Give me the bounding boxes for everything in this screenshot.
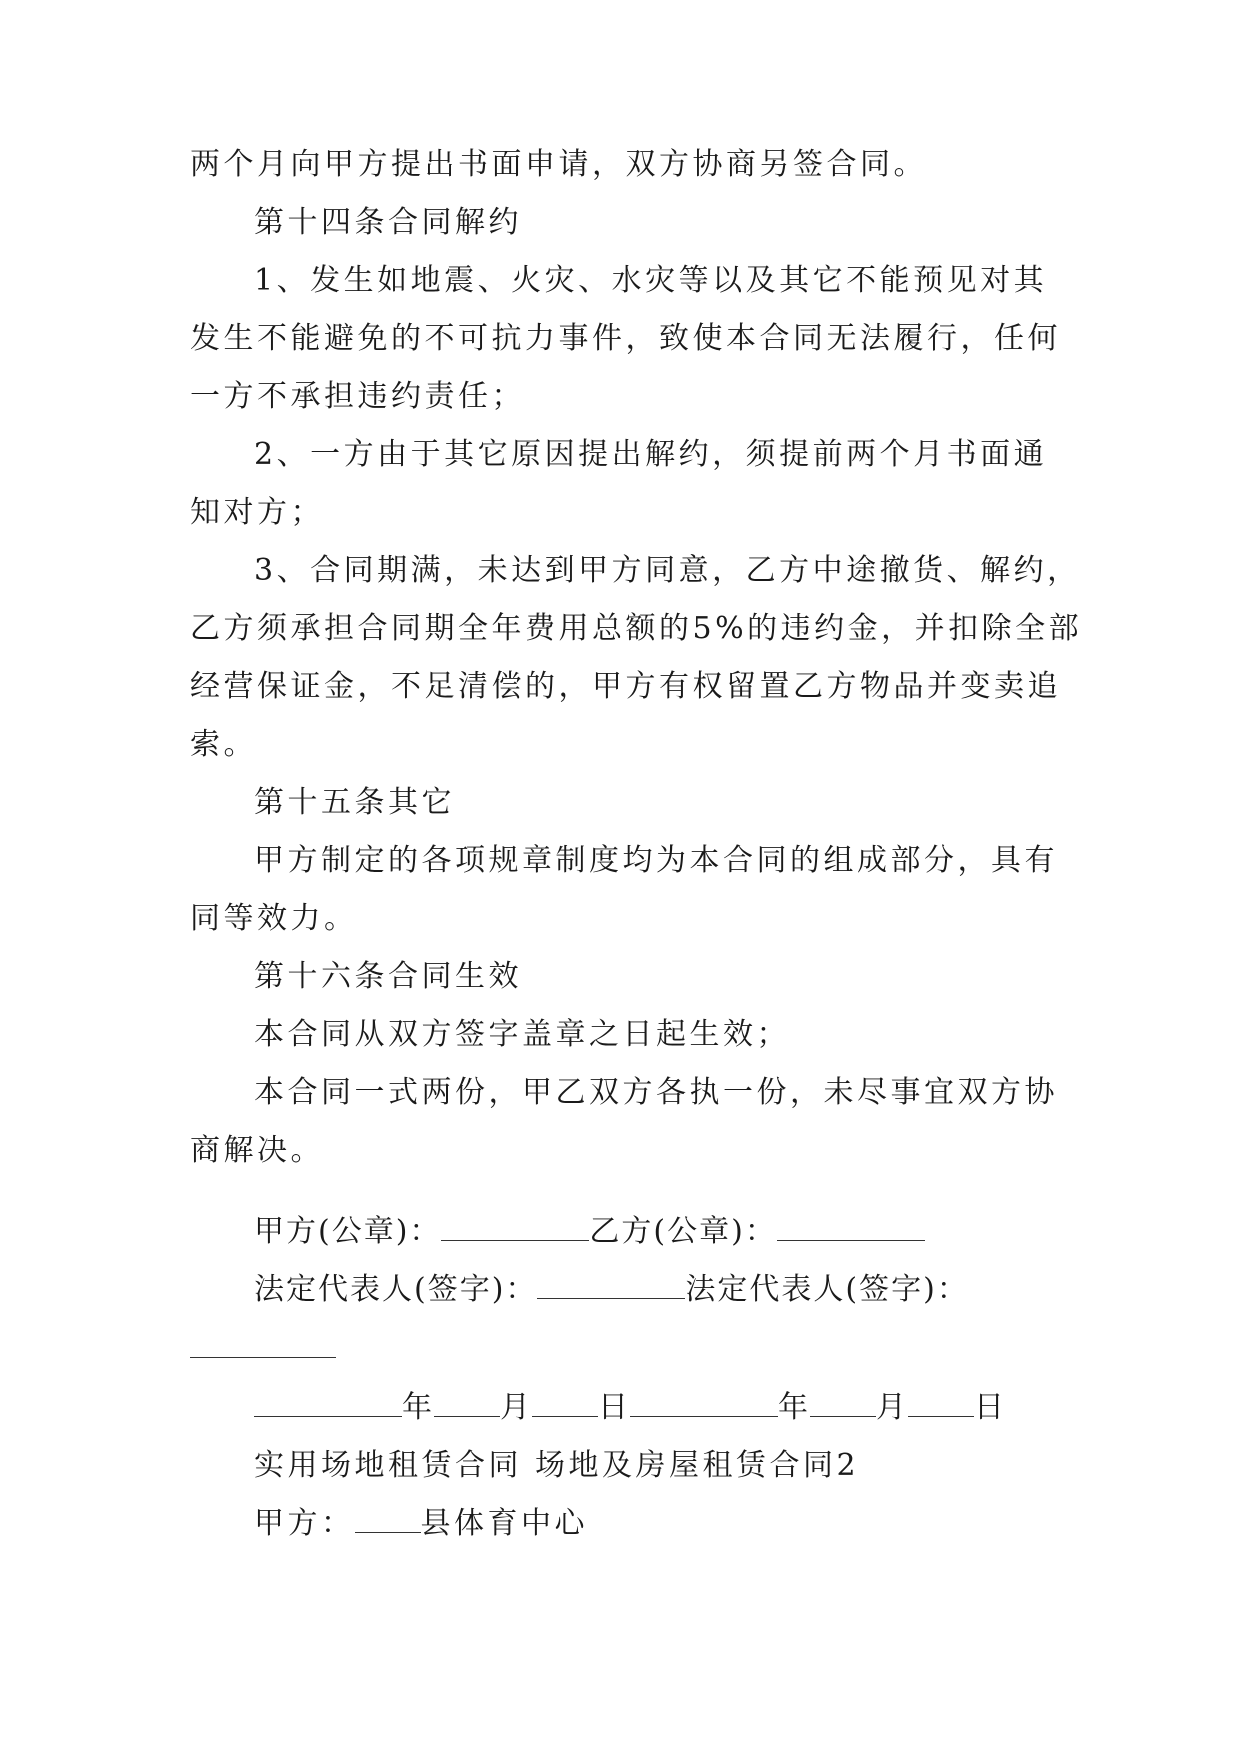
article-15-heading: 第十五条其它 <box>254 785 455 820</box>
party-b-seal-label: 乙方(公章)： <box>589 1214 777 1249</box>
legal-rep-b-blank <box>190 1357 336 1358</box>
paragraph-line: 本合同从双方签字盖章之日起生效； <box>254 1017 790 1052</box>
year-label: 年 <box>402 1390 434 1425</box>
legal-rep-line <box>254 1270 969 1310</box>
paragraph-line: 3、合同期满，未达到甲方同意，乙方中途撤货、解约， <box>254 553 1081 588</box>
day-blank <box>532 1388 598 1417</box>
party-a-name: 县体育中心 <box>420 1506 588 1541</box>
seal-line <box>254 1212 925 1252</box>
party-a-name-blank <box>355 1504 421 1533</box>
article-14-heading: 第十四条合同解约 <box>254 205 522 240</box>
paragraph-line: 同等效力。 <box>190 901 358 936</box>
paragraph-line: 发生不能避免的不可抗力事件，致使本合同无法履行，任何 <box>190 321 1061 356</box>
party-a-label: 甲方： <box>254 1506 355 1541</box>
paragraph-line: 经营保证金，不足清偿的，甲方有权留置乙方物品并变卖追 <box>190 669 1061 704</box>
legal-rep-a-blank <box>537 1270 685 1299</box>
paragraph-line: 两个月向甲方提出书面申请，双方协商另签合同。 <box>190 147 927 182</box>
paragraph-line: 甲方制定的各项规章制度均为本合同的组成部分，具有 <box>254 843 1058 878</box>
month-label: 月 <box>500 1390 532 1425</box>
day-label: 日 <box>598 1390 630 1425</box>
date-line <box>254 1388 1006 1428</box>
party-a-line <box>254 1504 588 1544</box>
next-contract-title: 实用场地租赁合同 场地及房屋租赁合同2 <box>254 1448 860 1483</box>
paragraph-line: 索。 <box>190 727 257 762</box>
month-blank <box>434 1388 500 1417</box>
paragraph-line: 1、发生如地震、火灾、水灾等以及其它不能预见对其 <box>254 263 1048 298</box>
paragraph-line: 知对方； <box>190 495 324 530</box>
paragraph-line: 一方不承担违约责任； <box>190 379 525 414</box>
month-blank <box>810 1388 876 1417</box>
legal-rep-a-label: 法定代表人(签字)： <box>254 1272 538 1307</box>
year-label: 年 <box>778 1390 810 1425</box>
day-label: 日 <box>974 1390 1006 1425</box>
paragraph-line: 2、一方由于其它原因提出解约，须提前两个月书面通 <box>254 437 1048 472</box>
legal-rep-b-label: 法定代表人(签字)： <box>685 1272 969 1307</box>
paragraph-line: 商解决。 <box>190 1133 324 1168</box>
year-blank <box>630 1388 778 1417</box>
party-a-seal-blank <box>441 1212 589 1241</box>
party-a-seal-label: 甲方(公章)： <box>254 1214 442 1249</box>
year-blank <box>254 1388 402 1417</box>
party-b-seal-blank <box>777 1212 925 1241</box>
paragraph-line: 本合同一式两份，甲乙双方各执一份，未尽事宜双方协 <box>254 1075 1058 1110</box>
article-16-heading: 第十六条合同生效 <box>254 959 522 994</box>
month-label: 月 <box>876 1390 908 1425</box>
paragraph-line: 乙方须承担合同期全年费用总额的5%的违约金，并扣除全部 <box>190 611 1083 646</box>
day-blank <box>908 1388 974 1417</box>
